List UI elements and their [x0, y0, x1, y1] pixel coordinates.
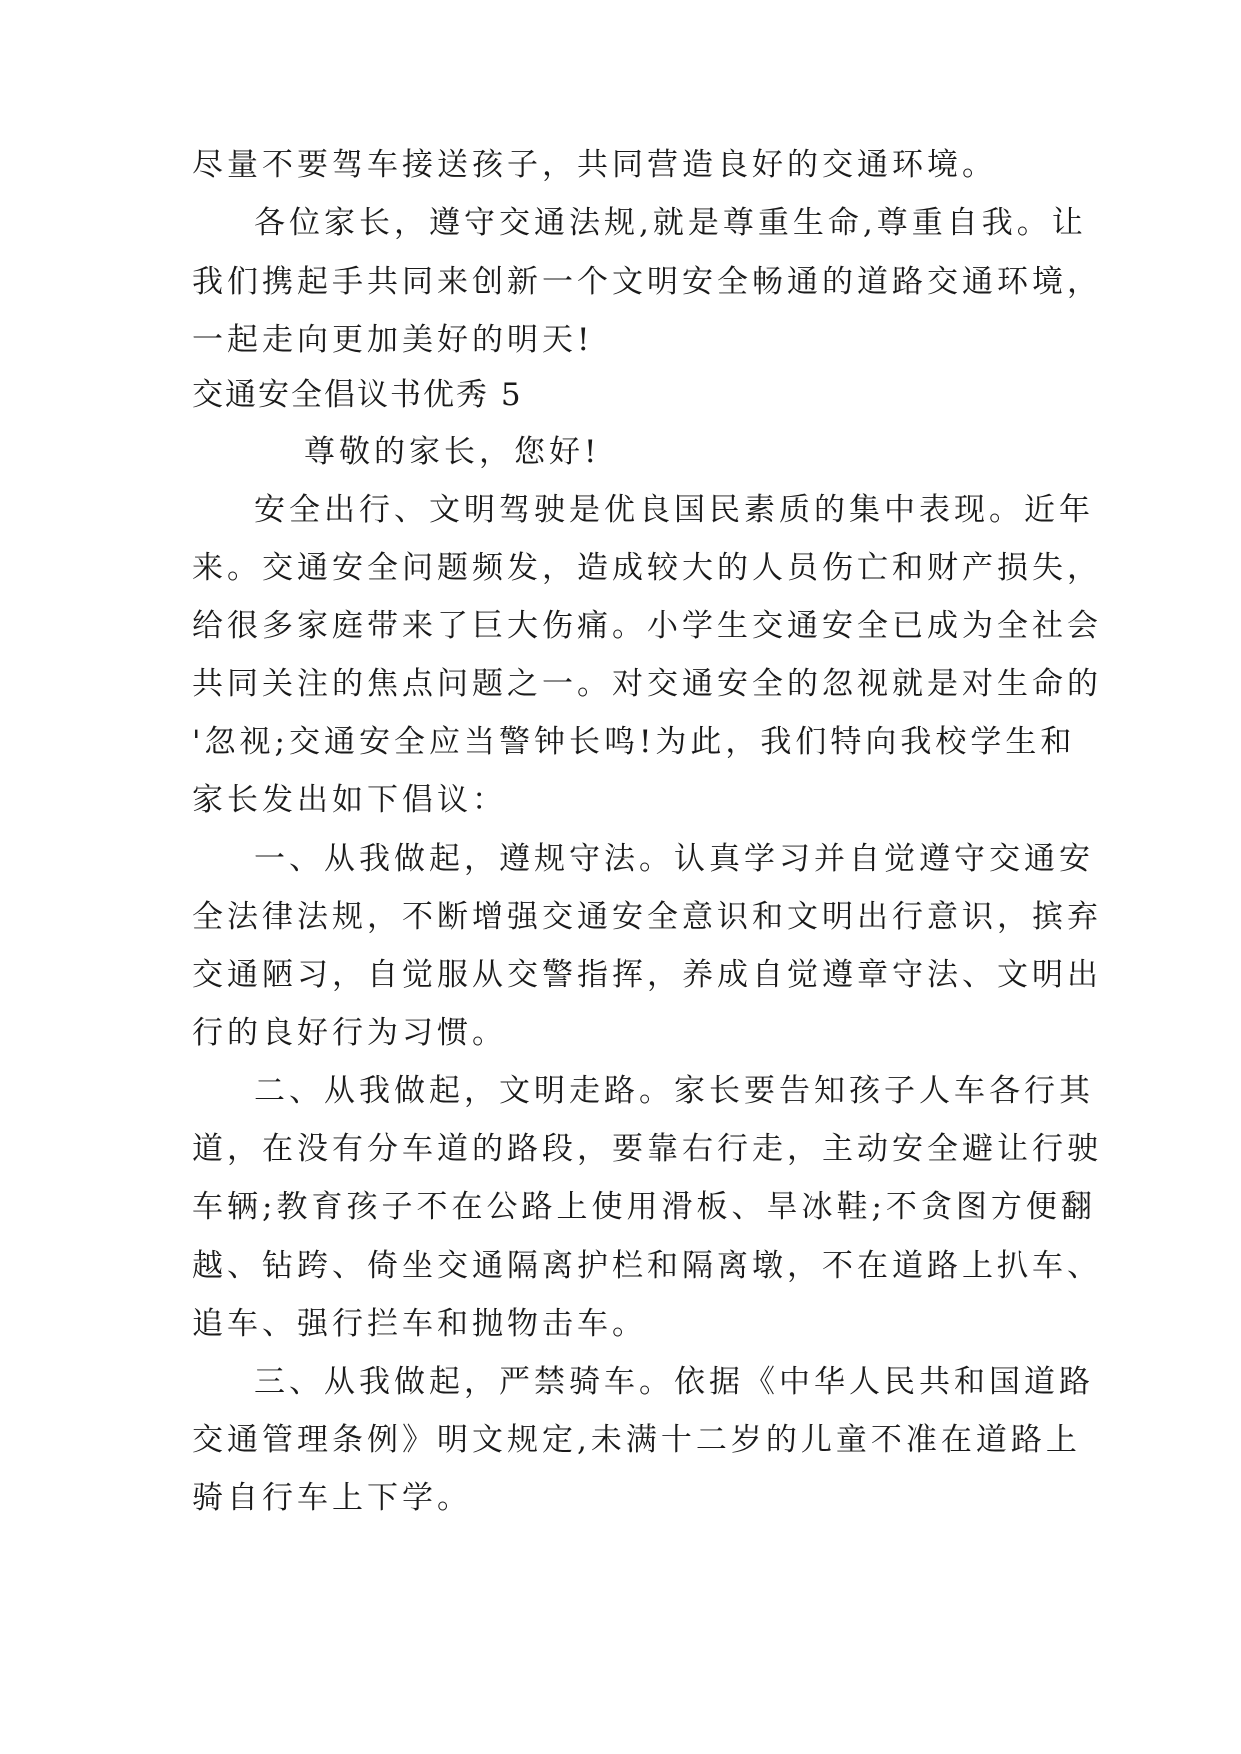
- section-heading: 交通安全倡议书优秀 5: [192, 377, 523, 413]
- text-line-11: '忽视;交通安全应当警钟长鸣!为此，我们特向我校学生和: [192, 724, 1076, 760]
- text-line-20: 越、钻跨、倚坐交通隔离护栏和隔离墩，不在道路上扒车、: [192, 1248, 1102, 1284]
- text-line-1: 尽量不要驾车接送孩子，共同营造良好的交通环境。: [192, 147, 997, 183]
- text-line-19: 车辆;教育孩子不在公路上使用滑板、旱冰鞋;不贪图方便翻: [192, 1189, 1096, 1225]
- text-line-24: 骑自行车上下学。: [192, 1480, 472, 1516]
- text-line-16: 行的良好行为习惯。: [192, 1015, 507, 1051]
- text-line-9: 给很多家庭带来了巨大伤痛。小学生交通安全已成为全社会: [192, 608, 1102, 644]
- text-line-15: 交通陋习，自觉服从交警指挥，养成自觉遵章守法、文明出: [192, 957, 1102, 993]
- text-line-18: 道，在没有分车道的路段，要靠右行走，主动安全避让行驶: [192, 1131, 1102, 1167]
- salutation: 尊敬的家长，您好!: [304, 434, 601, 470]
- text-line-17: 二、从我做起，文明走路。家长要告知孩子人车各行其: [254, 1073, 1094, 1109]
- text-line-4: 一起走向更加美好的明天!: [192, 322, 594, 358]
- text-line-10: 共同关注的焦点问题之一。对交通安全的忽视就是对生命的: [192, 666, 1102, 702]
- text-line-12: 家长发出如下倡议：: [192, 782, 507, 818]
- text-line-2: 各位家长，遵守交通法规,就是尊重生命,尊重自我。让: [254, 205, 1087, 241]
- text-line-3: 我们携起手共同来创新一个文明安全畅通的道路交通环境，: [192, 264, 1102, 300]
- text-line-23: 交通管理条例》明文规定,未满十二岁的儿童不准在道路上: [192, 1422, 1081, 1458]
- text-line-13: 一、从我做起，遵规守法。认真学习并自觉遵守交通安: [254, 841, 1094, 877]
- text-line-14: 全法律法规，不断增强交通安全意识和文明出行意识，摈弃: [192, 899, 1102, 935]
- text-line-21: 追车、强行拦车和抛物击车。: [192, 1306, 647, 1342]
- text-line-7: 安全出行、文明驾驶是优良国民素质的集中表现。近年: [254, 492, 1094, 528]
- text-line-8: 来。交通安全问题频发，造成较大的人员伤亡和财产损失，: [192, 550, 1102, 586]
- text-line-22: 三、从我做起，严禁骑车。依据《中华人民共和国道路: [254, 1364, 1094, 1400]
